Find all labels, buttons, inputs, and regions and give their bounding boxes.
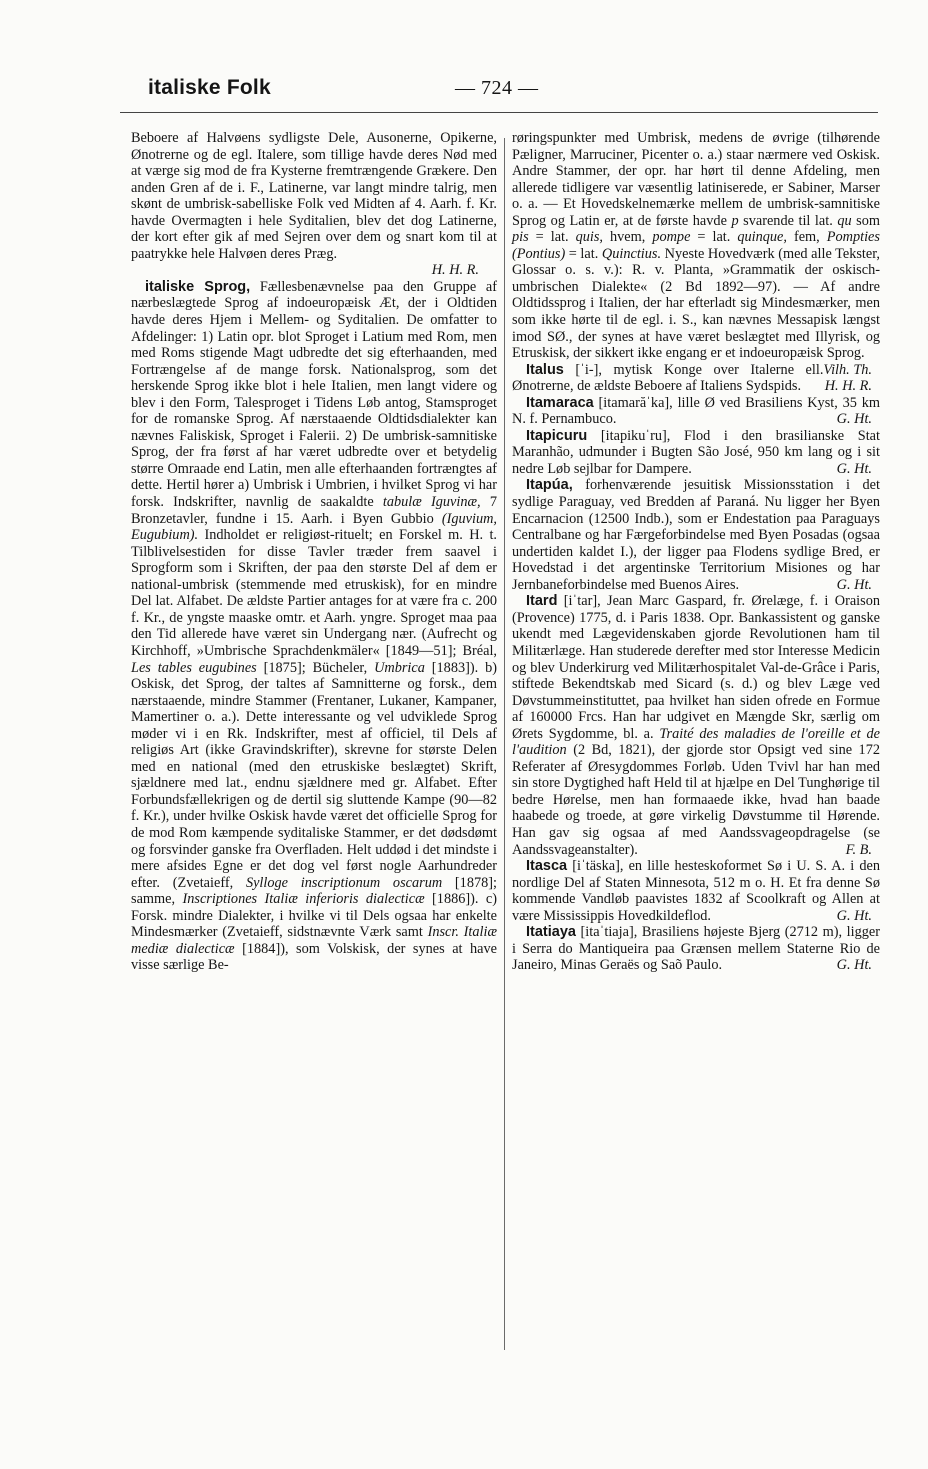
entry-italic: Inscr. Italiæ mediæ dialecticæ [131,924,497,957]
entry-signature: H. H. R. [824,378,872,395]
entry-text: Nyeste Hovedværk (med alle Tekster, Glossar o. s. v.): R. v. Planta, »Grammatik der oskisch-umbrischen Dialekte« (2 Bd 1892—97). — Af andre Oldtidssprog i Italien, der har efterladt sig Mindesmærker, men som ikke hørte til de egl. i. S., kan nævnes Messapisk længst imod SØ., der synes at have været beslægtet med Illyrisk, og Etruskisk, der sikkert ikke engang er et indoeuropæisk Sprog. [512,245,880,362]
entry-headword: Itamaraca [526,394,594,411]
entry-italic: Traité des maladies de l'oreille et de l'audition [512,725,880,759]
entry-italiske-folk-continued [131,130,497,279]
entry-italic: qu [837,212,852,229]
entry-headword: Itapúa, [526,477,573,494]
entry-italic: Sylloge inscriptionum oscarum [245,874,443,891]
entry-italic: Pompties (Pontius) [512,229,880,262]
right-column [512,130,880,974]
entry-itamaraca [512,395,880,428]
entry-text: hvem, [609,229,646,246]
entry-itapicuru [512,428,880,478]
entry-text: [1886]). c) Forsk. mindre Dialekter, i hvilke vi til Dels ogsaa har enkelte Mindesmærker (Zvetaieff, sidstnævnte Værk samt [131,891,497,941]
entry-italiske-sprog [131,279,497,974]
entry-text: [iˈtäska], en lille hesteskoformet Sø i U. S. A. i den nordlige Del af Staten Minnesota, 512 m o. H. Et fra denne Sø kommende Vandløb paavistes 1832 af Scoolkraft og Allen at være Mississippis Hovedkildeflod. [512,858,880,924]
entry-text: = lat. [697,229,731,246]
entry-italic: pis [512,229,529,246]
entry-text: Indholdet er religiøst-rituelt; en Forskel m. H. t. Tilblivelsestiden for disse Tavler træder frem saavel i Sprogform som i Skriften, der paa den største Del af dem er national-umbrisk (stemmende med etruskisk), for en mindre Del lat. Alfabet. De ældste Partier antages for at være fra c. 200 f. Kr., de yngste maaske omtr. et Aarh. yngre. Sproget maa paa den Tid allerede have været sin Undergang nær. (Aufrecht og Kirchhoff, »Umbrische Sprachdenkmäler« [1849—51]; Bréal, [131,527,497,659]
entry-text: [1884]), som Volskisk, der synes at have visse særlige Be- [131,940,497,974]
entry-text: forhenværende jesuitisk Missionsstation i det sydlige Paraguay, ved Bredden af Paraná. Nu ligger her Byen Encarnacion (12500 Indb.), som er Endestation paa Paraguays Centralbane og har Færgeforbindelse med Byen Posadas (ogsaa undertiden kaldet I.), der ligger paa Flodens sydlige Bred, er Hovedstad i det argentinske Territorium Misiones og har Jernbaneforbindelse med Buenos Aires. [512,477,880,593]
entry-headword: Itasca [526,858,568,875]
entry-signature: G. Ht. [836,460,872,477]
entry-italic: (Iguvium, Eugubium). [131,510,497,544]
entry-text: som [856,212,880,229]
entry-text: [1878]; samme, [131,874,498,908]
entry-signature: F. B. [845,841,872,858]
entry-itard [512,593,880,858]
entry-italic: Umbrica [374,659,425,676]
entry-text: [itaˈtiaja], Brasiliens højeste Bjerg (2712 m), ligger i Serra do Mantiqueira paa Grænsen mellem Staterne Rio de Janeiro, Minas Geraës og Saõ Paulo. [512,924,880,974]
entry-text: Beboere af Halvøens sydligste Dele, Ausonerne, Opikerne, Ønotrerne og de egl. Italere, som tillige havde deres Nød med at værge sig mod de fra Kysterne fremtrængende Grækere. Den anden Gren af de i. F., Latinerne, var langt mindre talrig, men skønt de umbrisk-sabelliske Folk ved Midten af 4. Aarh. f. Kr. havde Overmagten i hele Syditalien, blev det dog Latinerne, der kort efter gik af med Sejren over dem og snart kom til at paatrykke hele Halvøen deres Præg. [131,130,497,262]
header-rule [120,112,878,113]
running-head: italiske Folk [148,76,271,99]
entry-text: (2 Bd, 1821), der gjorde stor Opsigt ved sine 172 Referater af Øresygdommes Forløb. Uden Tvivl har han med sin store Dygtighed haft Held til at hjælpe en Del Tunghørige til bedre Hørelse, men han formaaede ikke, hvad han baade haabede og troede, at gøre virkelig Døvstumme til Hørende. Han gav sig ogsaa af med Aandssvageopdragelse (se Aandssvageanstalter). [512,742,880,858]
entry-headword: Itapicuru [526,427,588,444]
entry-italic: quinque, [737,229,787,246]
entry-signature: G. Ht. [836,411,872,428]
entry-text: [itapikuˈru], Flod i den brasilianske Stat Maranhão, udmunder i Bugten São José, 950 km lang og i sit nedre Løb sejlbar for Dampere. [512,427,880,477]
left-column [131,130,497,974]
column-divider [504,138,505,1350]
entry-italic: Inscriptiones Italiæ inferioris dialecticæ [182,891,425,908]
entry-italic: tabulæ Iguvinæ, [382,494,481,511]
entry-text: [iˈtar], Jean Marc Gaspard, fr. Ørelæge, f. i Oraison (Provence) 1775, d. i Paris 1838. Opr. Bankassistent og ganske ukendt med Lægevidenskaben gjorde Revolutionen ham til Militærlæge. Han studerede derefter med stor Interesse Medicin og blev Underkirurg ved Militærhospitalet Val-de-Grâce i Paris, stiftede Bekendtskab med Sicard (s. d.) og blev Læge ved Døvstummeinstituttet, paa hvilket han siden ofrede en Formue af 160000 Frcs. Han har udgivet en Mængde Skr, særlig om Ørets Sygdomme, bl. a. [512,593,881,742]
entry-text: [1875]; Bücheler, [263,659,368,676]
entry-headword: italiske Sprog, [145,278,251,295]
entry-headword: Italus [526,361,564,378]
entry-signature: G. Ht. [836,907,872,924]
entry-text: røringspunkter med Umbrisk, medens de øvrige (tilhørende Pæligner, Marruciner, Picenter o. a.) staar nærmere ved Oskisk. Andre Stammer, der opr. har hørt til denne Afdeling, men allerede tidligere var væsentlig latiniserede, er Sabiner, Marser o. a. — Et Hovedskelnemærke mellem de umbrisk-samnitiske Sprog og Latin er, at de første havde [512,130,880,229]
entry-itasca [512,858,880,924]
entry-text: fem, [793,229,820,246]
entry-text: [ˈi-], mytisk Konge over Italerne ell. Ønotrerne, de ældste Beboere af Italiens Sydspids. [512,361,824,395]
entry-text: [1883]). b) Oskisk, det Sprog, der taltes af Samnitterne og forsk., dem nærstaaende, mindre Stammer (Frentaner, Lukaner, Kampaner, Mamertiner o. a.). Dette interessante og vel udviklede Sprog møder vi i en Rk. Indskrifter, mest af officiel, til Dels af religiøs Art (ikke Gravindskrifter), skrevne for største Delen med en national (med den etruskiske beslægtet) Skrift, sjældnere med lat., endnu sjældnere med gr. Alfabet. Efter Forbundsfællekrigen og de dertil sig sluttende Kampe (90—82 f. Kr.), under hvilke Oskisk havde været det officielle Sprog for de mod Rom kæmpende syditaliske Stammer, er det dødsdømt og forsvinder ganske fra Overfladen. Helt uddød i det mindste i mere afsides Egne er det dog vel først nogle Aarhundreder efter. (Zvetaieff, [131,659,497,891]
page-number: — 724 — [455,77,539,99]
entry-text: = lat. [535,229,569,246]
entry-signature: Vilh. Th. [823,361,872,378]
entry-italic: Les tables eugubines [131,659,257,676]
entry-italic: Quinctius. [601,245,662,262]
page-header [0,0,928,120]
entry-text: svarende til lat. [743,212,833,229]
entry-text: 7 Bronzetavler, fundne i 15. Aarh. i Byen Gubbio [131,494,497,527]
entry-headword: Itatiaya [526,924,576,941]
entry-italic: p [731,212,739,229]
entry-text: [itamarăˈka], lille Ø ved Brasiliens Kyst, 35 km N. f. Pernambuco. [512,394,881,428]
entry-italic: pompe [652,229,691,246]
entry-itapua [512,477,880,593]
entry-itatiaya [512,924,880,974]
entry-text: = lat. [568,245,599,262]
entry-signature: H. H. R. [431,262,479,279]
entry-text: Fællesbenævnelse paa den Gruppe af nærbeslægtede Sprog af indoeuropæisk Æt, der i Oldtiden havde deres Hjem i Mellem- og Syditalien. De omfatter to Afdelinger: 1) Latin opr. blot Sproget i Latium med Rom, men med Roms stigende Magt udbredte det sig efterhaanden, med Fortrængelse af de mange forsk. Nationalsprog, som det herskende Sprog ikke blot i hele Italien, men langt videre og blev i den Form, Talesproget i Tidens Løb antog, Stamsproget for de romanske Sprog. Af nærstaaende Oldtidsdialekter kan nævnes Faliskisk, Sproget i Falerii. 2) De umbrisk-samnitiske Sprog, der fra først af har været udbredte over et betydelig større Omraade end Latin, men alle efterhaanden fortrængtes af dette. Hertil hører a) Umbrisk i Umbrien, i hvilket Sprog vi har forsk. Indskrifter, navnlig de saakaldte [131,278,497,511]
entry-headword: Itard [526,593,558,610]
entry-signature: G. Ht. [836,957,872,974]
entry-signature: G. Ht. [836,576,872,593]
entry-italic: quis, [575,229,603,246]
